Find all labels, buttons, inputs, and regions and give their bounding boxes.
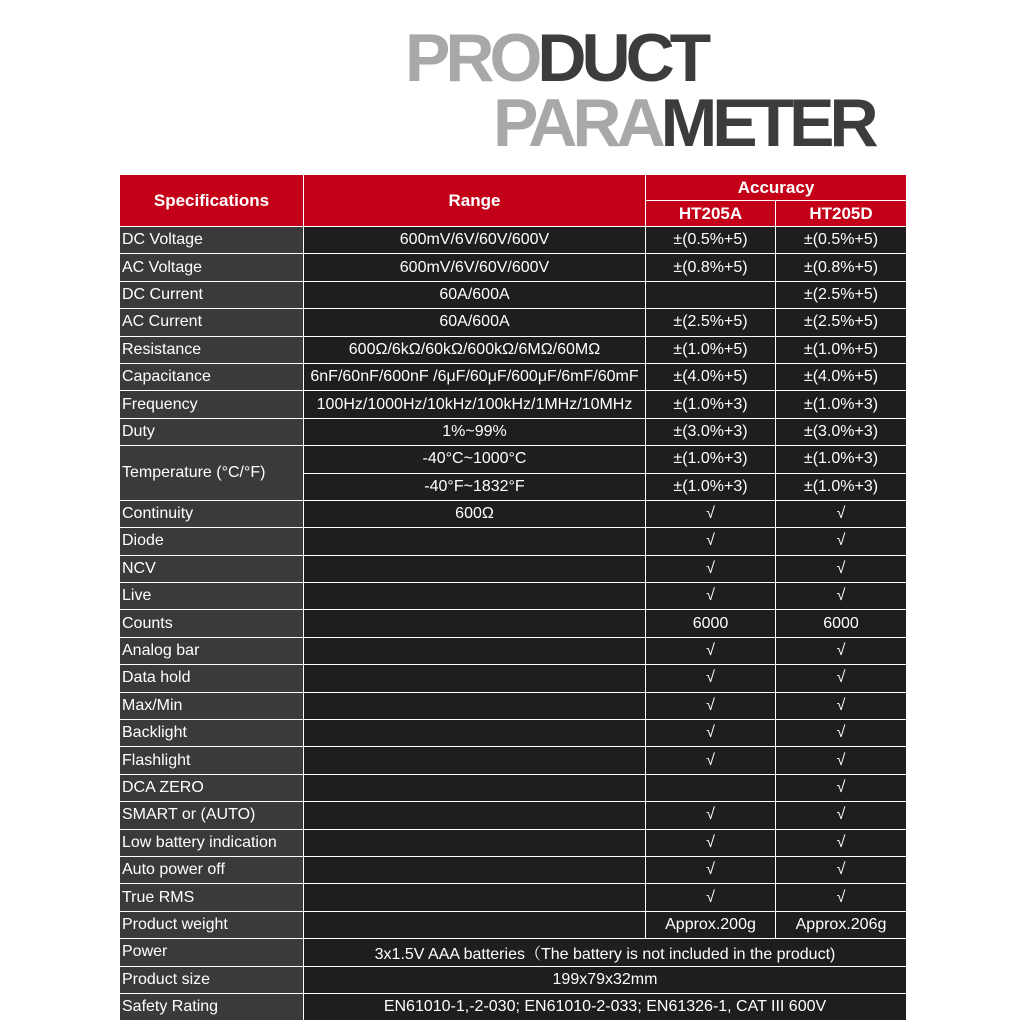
- range-value: [304, 637, 646, 664]
- accuracy-ht205a: √: [646, 802, 776, 829]
- accuracy-ht205a: √: [646, 528, 776, 555]
- title-line-parameter: PARAMETER: [493, 85, 874, 161]
- table-row: [120, 720, 907, 747]
- spec-label: Live: [120, 583, 304, 610]
- accuracy-ht205d: ±(0.8%+5): [776, 254, 907, 281]
- spec-label: Safety Rating: [120, 993, 304, 1020]
- spec-label: Power: [120, 939, 304, 966]
- table-row: [120, 665, 907, 692]
- table-row: [120, 227, 907, 254]
- accuracy-ht205a: √: [646, 856, 776, 883]
- accuracy-ht205a: √: [646, 747, 776, 774]
- spec-label: DCA ZERO: [120, 774, 304, 801]
- range-value: 1%~99%: [304, 418, 646, 445]
- accuracy-ht205a: ±(0.5%+5): [646, 227, 776, 254]
- range-value: -40°F~1832°F: [304, 473, 646, 500]
- range-value: [304, 802, 646, 829]
- accuracy-ht205d: ±(1.0%+5): [776, 336, 907, 363]
- accuracy-ht205d: ±(2.5%+5): [776, 281, 907, 308]
- range-value: [304, 856, 646, 883]
- accuracy-ht205d: √: [776, 802, 907, 829]
- accuracy-ht205a: √: [646, 665, 776, 692]
- range-value: 600mV/6V/60V/600V: [304, 254, 646, 281]
- accuracy-ht205a: √: [646, 884, 776, 911]
- table-row: [120, 336, 907, 363]
- table-row: [120, 610, 907, 637]
- spec-label: True RMS: [120, 884, 304, 911]
- header-range: Range: [304, 175, 646, 227]
- table-row: [120, 774, 907, 801]
- range-value: 60A/600A: [304, 281, 646, 308]
- accuracy-ht205a: ±(1.0%+3): [646, 391, 776, 418]
- range-value: 600Ω/6kΩ/60kΩ/600kΩ/6MΩ/60MΩ: [304, 336, 646, 363]
- table-row: [120, 254, 907, 281]
- table-row: [120, 446, 907, 473]
- accuracy-ht205a: 6000: [646, 610, 776, 637]
- table-row: [120, 829, 907, 856]
- accuracy-ht205a: √: [646, 583, 776, 610]
- range-value: -40°C~1000°C: [304, 446, 646, 473]
- table-row: [120, 528, 907, 555]
- accuracy-ht205d: ±(4.0%+5): [776, 363, 907, 390]
- spec-label: Analog bar: [120, 637, 304, 664]
- spec-label: DC Voltage: [120, 227, 304, 254]
- spec-label: Data hold: [120, 665, 304, 692]
- accuracy-ht205d: ±(1.0%+3): [776, 473, 907, 500]
- spec-table: [119, 174, 907, 1021]
- accuracy-ht205d: √: [776, 720, 907, 747]
- spec-label: Max/Min: [120, 692, 304, 719]
- table-row: [120, 281, 907, 308]
- spec-label: Backlight: [120, 720, 304, 747]
- spec-label: NCV: [120, 555, 304, 582]
- spec-label: Low battery indication: [120, 829, 304, 856]
- range-value: [304, 720, 646, 747]
- accuracy-ht205a: √: [646, 500, 776, 527]
- spec-label: Duty: [120, 418, 304, 445]
- range-value: [304, 884, 646, 911]
- table-row: [120, 363, 907, 390]
- range-value: 600Ω: [304, 500, 646, 527]
- range-value: 6nF/60nF/600nF /6μF/60μF/600μF/6mF/60mF: [304, 363, 646, 390]
- accuracy-ht205a: ±(1.0%+3): [646, 446, 776, 473]
- accuracy-ht205a: [646, 774, 776, 801]
- header-model-ht205a: HT205A: [646, 201, 776, 227]
- power-value: 3x1.5V AAA batteries（The battery is not included in the product): [304, 939, 907, 966]
- accuracy-ht205d: Approx.206g: [776, 911, 907, 938]
- table-row: [120, 884, 907, 911]
- table-row: [120, 993, 907, 1020]
- accuracy-ht205a: √: [646, 829, 776, 856]
- spec-label: Product weight: [120, 911, 304, 938]
- spec-label: AC Current: [120, 309, 304, 336]
- table-row: [120, 747, 907, 774]
- table-row: [120, 802, 907, 829]
- table-row: [120, 856, 907, 883]
- accuracy-ht205d: √: [776, 692, 907, 719]
- table-row: [120, 911, 907, 938]
- accuracy-ht205d: √: [776, 774, 907, 801]
- range-value: [304, 528, 646, 555]
- accuracy-ht205a: √: [646, 637, 776, 664]
- accuracy-ht205d: ±(1.0%+3): [776, 391, 907, 418]
- table-row: [120, 692, 907, 719]
- spec-label: Counts: [120, 610, 304, 637]
- range-value: 100Hz/1000Hz/10kHz/100kHz/1MHz/10MHz: [304, 391, 646, 418]
- spec-label: Temperature (°C/°F): [120, 446, 304, 501]
- accuracy-ht205d: √: [776, 555, 907, 582]
- range-value: [304, 692, 646, 719]
- accuracy-ht205a: √: [646, 720, 776, 747]
- range-value: [304, 911, 646, 938]
- accuracy-ht205d: √: [776, 665, 907, 692]
- range-value: [304, 610, 646, 637]
- spec-label: Continuity: [120, 500, 304, 527]
- table-row: [120, 309, 907, 336]
- spec-label: DC Current: [120, 281, 304, 308]
- range-value: 60A/600A: [304, 309, 646, 336]
- table-row: [120, 939, 907, 966]
- accuracy-ht205d: √: [776, 829, 907, 856]
- accuracy-ht205a: [646, 281, 776, 308]
- accuracy-ht205d: √: [776, 583, 907, 610]
- spec-label: SMART or (AUTO): [120, 802, 304, 829]
- accuracy-ht205d: ±(1.0%+3): [776, 446, 907, 473]
- accuracy-ht205d: 6000: [776, 610, 907, 637]
- accuracy-ht205a: ±(1.0%+5): [646, 336, 776, 363]
- header-accuracy: Accuracy: [646, 175, 907, 201]
- accuracy-ht205a: ±(3.0%+3): [646, 418, 776, 445]
- spec-label: Auto power off: [120, 856, 304, 883]
- table-row: [120, 418, 907, 445]
- accuracy-ht205a: Approx.200g: [646, 911, 776, 938]
- spec-label: AC Voltage: [120, 254, 304, 281]
- spec-label: Resistance: [120, 336, 304, 363]
- spec-label: Product size: [120, 966, 304, 993]
- accuracy-ht205d: √: [776, 500, 907, 527]
- accuracy-ht205a: √: [646, 555, 776, 582]
- range-value: [304, 583, 646, 610]
- table-row: [120, 555, 907, 582]
- size-value: 199x79x32mm: [304, 966, 907, 993]
- range-value: 600mV/6V/60V/600V: [304, 227, 646, 254]
- accuracy-ht205d: ±(3.0%+3): [776, 418, 907, 445]
- spec-label: Flashlight: [120, 747, 304, 774]
- accuracy-ht205d: √: [776, 637, 907, 664]
- accuracy-ht205d: √: [776, 884, 907, 911]
- spec-label: Frequency: [120, 391, 304, 418]
- range-value: [304, 829, 646, 856]
- accuracy-ht205a: ±(4.0%+5): [646, 363, 776, 390]
- accuracy-ht205a: ±(0.8%+5): [646, 254, 776, 281]
- safety-rating-value: EN61010-1,-2-030; EN61010-2-033; EN61326-1, CAT III 600V: [304, 993, 907, 1020]
- accuracy-ht205a: ±(1.0%+3): [646, 473, 776, 500]
- accuracy-ht205d: ±(2.5%+5): [776, 309, 907, 336]
- header-specifications: Specifications: [120, 175, 304, 227]
- title-line-product: PRODUCT: [405, 20, 707, 96]
- range-value: [304, 747, 646, 774]
- accuracy-ht205d: ±(0.5%+5): [776, 227, 907, 254]
- accuracy-ht205a: ±(2.5%+5): [646, 309, 776, 336]
- accuracy-ht205d: √: [776, 528, 907, 555]
- table-row: [120, 637, 907, 664]
- range-value: [304, 555, 646, 582]
- table-row: [120, 391, 907, 418]
- header-model-ht205d: HT205D: [776, 201, 907, 227]
- range-value: [304, 665, 646, 692]
- accuracy-ht205d: √: [776, 747, 907, 774]
- range-value: [304, 774, 646, 801]
- spec-label: Capacitance: [120, 363, 304, 390]
- accuracy-ht205a: √: [646, 692, 776, 719]
- accuracy-ht205d: √: [776, 856, 907, 883]
- table-row: [120, 966, 907, 993]
- spec-label: Diode: [120, 528, 304, 555]
- table-row: [120, 500, 907, 527]
- table-row: [120, 583, 907, 610]
